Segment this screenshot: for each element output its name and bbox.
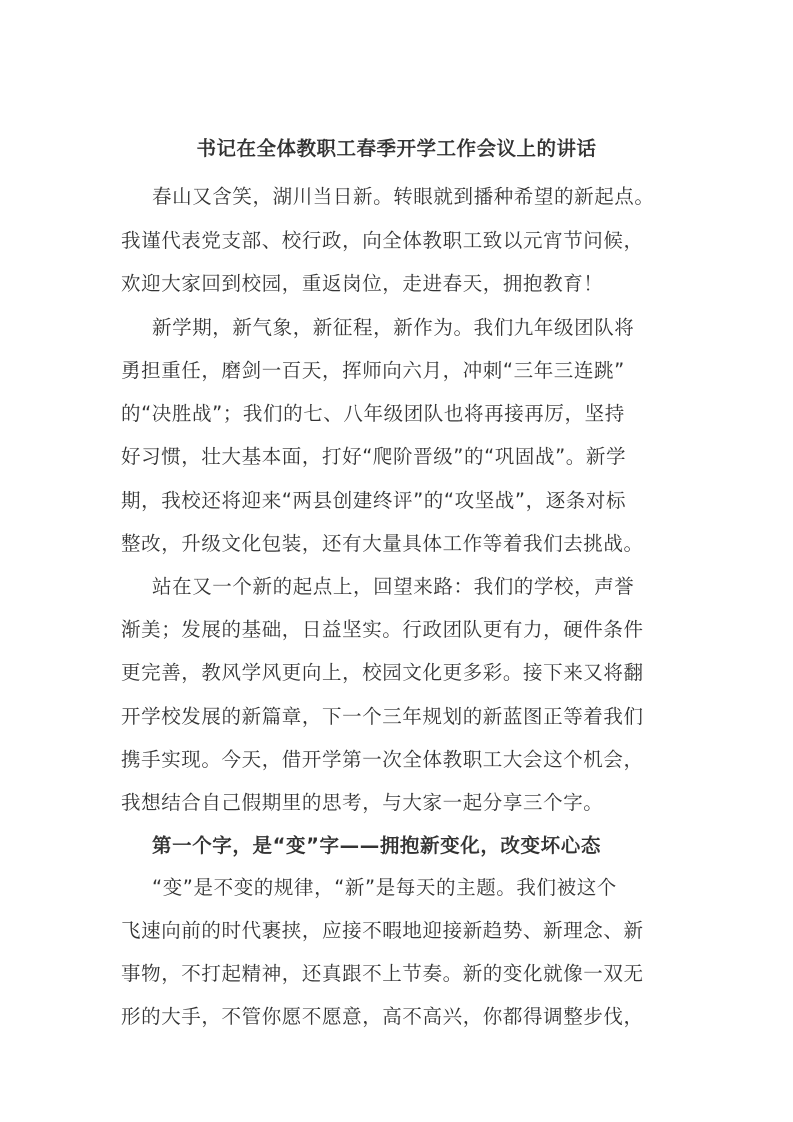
paragraph-2-line-1: 新学期，新气象，新征程，新作为。我们九年级团队将 [152, 316, 635, 339]
paragraph-1-line-2: 我谨代表党支部、校行政，向全体教职工致以元宵节问候， [121, 229, 644, 252]
paragraph-2-line-4: 好习惯，壮大基本面，打好“爬阶晋级”的“巩固战”。新学 [121, 445, 627, 468]
paragraph-4-line-3: 事物，不打起精神，还真跟不上节奏。新的变化就像一双无 [121, 962, 644, 985]
paragraph-2-line-6: 整改，升级文化包装，还有大量具体工作等着我们去挑战。 [121, 532, 644, 555]
paragraph-3-line-1: 站在又一个新的起点上，回望来路：我们的学校，声誉 [152, 575, 635, 598]
paragraph-1-line-1: 春山又含笑，湖川当日新。转眼就到播种希望的新起点。 [152, 185, 655, 208]
paragraph-2-line-2: 勇担重任，磨剑一百天，挥师向六月，冲刺“三年三连跳” [121, 359, 625, 382]
paragraph-3-line-5: 携手实现。今天，借开学第一次全体教职工大会这个机会， [121, 748, 644, 771]
paragraph-3-line-6: 我想结合自己假期里的思考，与大家一起分享三个字。 [121, 791, 604, 814]
paragraph-1-line-3: 欢迎大家回到校园，重返岗位，走进春天，拥抱教育！ [121, 272, 604, 295]
paragraph-3-line-2: 渐美；发展的基础，日益坚实。行政团队更有力，硬件条件 [121, 618, 644, 641]
document-title: 书记在全体教职工春季开学工作会议上的讲话 [196, 137, 597, 160]
paragraph-2-line-3: 的“决胜战”；我们的七、八年级团队也将再接再厉，坚持 [121, 402, 625, 425]
paragraph-2-line-5: 期，我校还将迎来“两县创建终评”的“攻坚战”，逐条对标 [121, 489, 627, 512]
paragraph-3-line-3: 更完善，教风学风更向上，校园文化更多彩。接下来又将翻 [121, 661, 644, 684]
paragraph-4-line-1: “变”是不变的规律，“新”是每天的主题。我们被这个 [152, 876, 617, 899]
paragraph-3-line-4: 开学校发展的新篇章，下一个三年规划的新蓝图正等着我们 [121, 705, 644, 728]
paragraph-4-line-4: 形的大手，不管你愿不愿意，高不高兴，你都得调整步伐， [121, 1005, 644, 1028]
section-heading-1: 第一个字，是“变”字——拥抱新变化，改变坏心态 [152, 834, 601, 857]
paragraph-4-line-2: 飞速向前的时代裹挟，应接不暇地迎接新趋势、新理念、新 [121, 919, 644, 942]
